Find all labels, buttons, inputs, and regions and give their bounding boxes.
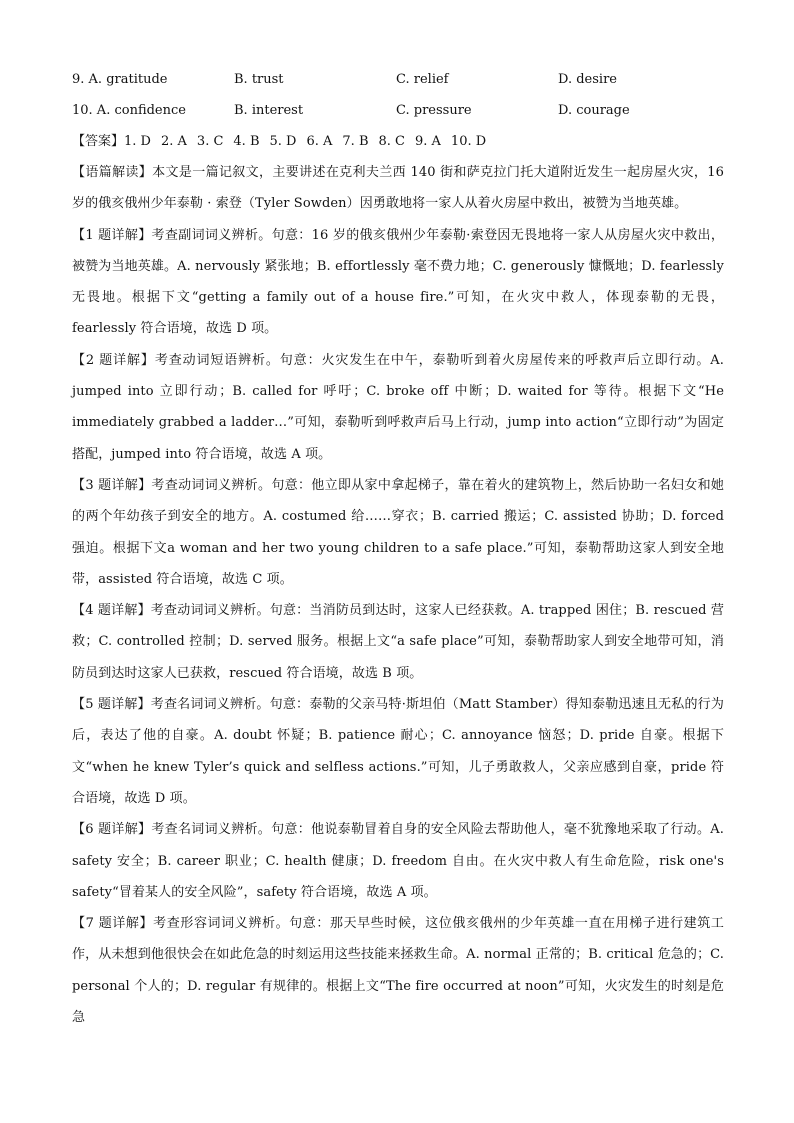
explanation-1: 【1 题详解】考查副词词义辨析。句意：16 岁的俄亥俄州少年泰勒·索登因无畏地将一家人从房屋火灾中救出，被赞为当地英雄。A. nervously 紧张地；B. effortlessly 毫不费力地；C. generously 慷慨地；D. fearlessly 无畏地。根据下文“getting a family out of a house fire.”可知，在火灾中救人，体现泰勒的无畏，fearlessly 符合语境，故选 D 项。: [72, 227, 724, 337]
answer-item: 3. C: [196, 134, 224, 149]
explanation-3: 【3 题详解】考查动词词义辨析。句意：他立即从家中拿起梯子，靠在着火的建筑物上，然后协助一名妇女和她的两个年幼孩子到安全的地方。A. costumed 给……穿衣；B. carried 搬运；C. assisted 协助；D. forced 强迫。根据下文a woman and her two young children to a safe place.”可知，泰勒帮助这家人到安全地带，assisted 符合语境，故选 C 项。: [72, 477, 724, 587]
answer-item: 10. D: [450, 134, 487, 149]
option-10b: B. interest: [234, 103, 304, 118]
option-9a: 9. A. gratitude: [72, 72, 168, 87]
explanation-5: 【5 题详解】考查名词词义辨析。句意：泰勒的父亲马特·斯坦伯（Matt Stamber）得知泰勒迅速且无私的行为后，表达了他的自豪。A. doubt 怀疑；B. patience 耐心；C. annoyance 恼怒；D. pride 自豪。根据下文“when he knew Tyler’s quick and selfless actions.”可知，儿子勇敢救人，父亲应感到自豪，pride 符合语境，故选 D 项。: [72, 697, 724, 806]
option-10c: C. pressure: [396, 103, 472, 118]
answer-item: 9. A: [414, 134, 441, 149]
explanation-4: 【4 题详解】考查动词词义辨析。句意：当消防员到达时，这家人已经获救。A. trapped 困住；B. rescued 营救；C. controlled 控制；D. served 服务。根据上文“a safe place”可知，泰勒帮助家人到安全地带可知，消防员到达时这家人已获救，rescued 符合语境，故选 B 项。: [72, 603, 724, 681]
option-9d: D. desire: [558, 72, 617, 87]
option-9b: B. trust: [234, 72, 284, 87]
document-page: [72, 64, 724, 1033]
question-10-options: [72, 95, 724, 126]
answer-item: 2. A: [160, 134, 187, 149]
answer-item: 8. C: [378, 134, 405, 149]
answer-item: 7. B: [342, 134, 369, 149]
answer-key: [72, 126, 724, 157]
answer-item: 1. D: [124, 134, 151, 149]
option-9c: C. relief: [396, 72, 449, 87]
option-10d: D. courage: [558, 103, 630, 118]
explanation-7: 【7 题详解】考查形容词词义辨析。句意：那天早些时候，这位俄亥俄州的少年英雄一直在用梯子进行建筑工作，从未想到他很快会在如此危急的时刻运用这些技能来拯救生命。A. normal 正常的；B. critical 危急的；C. personal 个人的；D. regular 有规律的。根据上文“The fire occurred at noon”可知，火灾发生的时刻是危急: [72, 916, 724, 1026]
answer-item: 6. A: [306, 134, 333, 149]
answer-label: 【答案】: [72, 134, 125, 149]
question-9-options: [72, 64, 724, 95]
explanation-6: 【6 题详解】考查名词词义辨析。句意：他说泰勒冒着自身的安全风险去帮助他人，毫不犹豫地采取了行动。A. safety 安全；B. career 职业；C. health 健康；D. freedom 自由。在火灾中救人有生命危险，risk one's safety“冒着某人的安全风险”，safety 符合语境，故选 A 项。: [72, 822, 724, 900]
option-10a: 10. A. confidence: [72, 103, 186, 118]
passage-summary: 【语篇解读】本文是一篇记叙文，主要讲述在克利夫兰西 140 街和萨克拉门托大道附近发生一起房屋火灾，16 岁的俄亥俄州少年泰勒 · 索登（Tyler Sowden）因勇敢地将一家人从着火房屋中救出，被赞为当地英雄。: [72, 165, 724, 212]
explanation-2: 【2 题详解】考查动词短语辨析。句意：火灾发生在中午，泰勒听到着火房屋传来的呼救声后立即行动。A. jumped into 立即行动；B. called for 呼吁；C. broke off 中断；D. waited for 等待。根据下文“He immediately grabbed a ladder…”可知，泰勒听到呼救声后马上行动，jump into action“立即行动”为固定搭配，jumped into 符合语境，故选 A 项。: [72, 352, 724, 462]
answer-item: 4. B: [233, 134, 260, 149]
answer-item: 5. D: [269, 134, 297, 149]
